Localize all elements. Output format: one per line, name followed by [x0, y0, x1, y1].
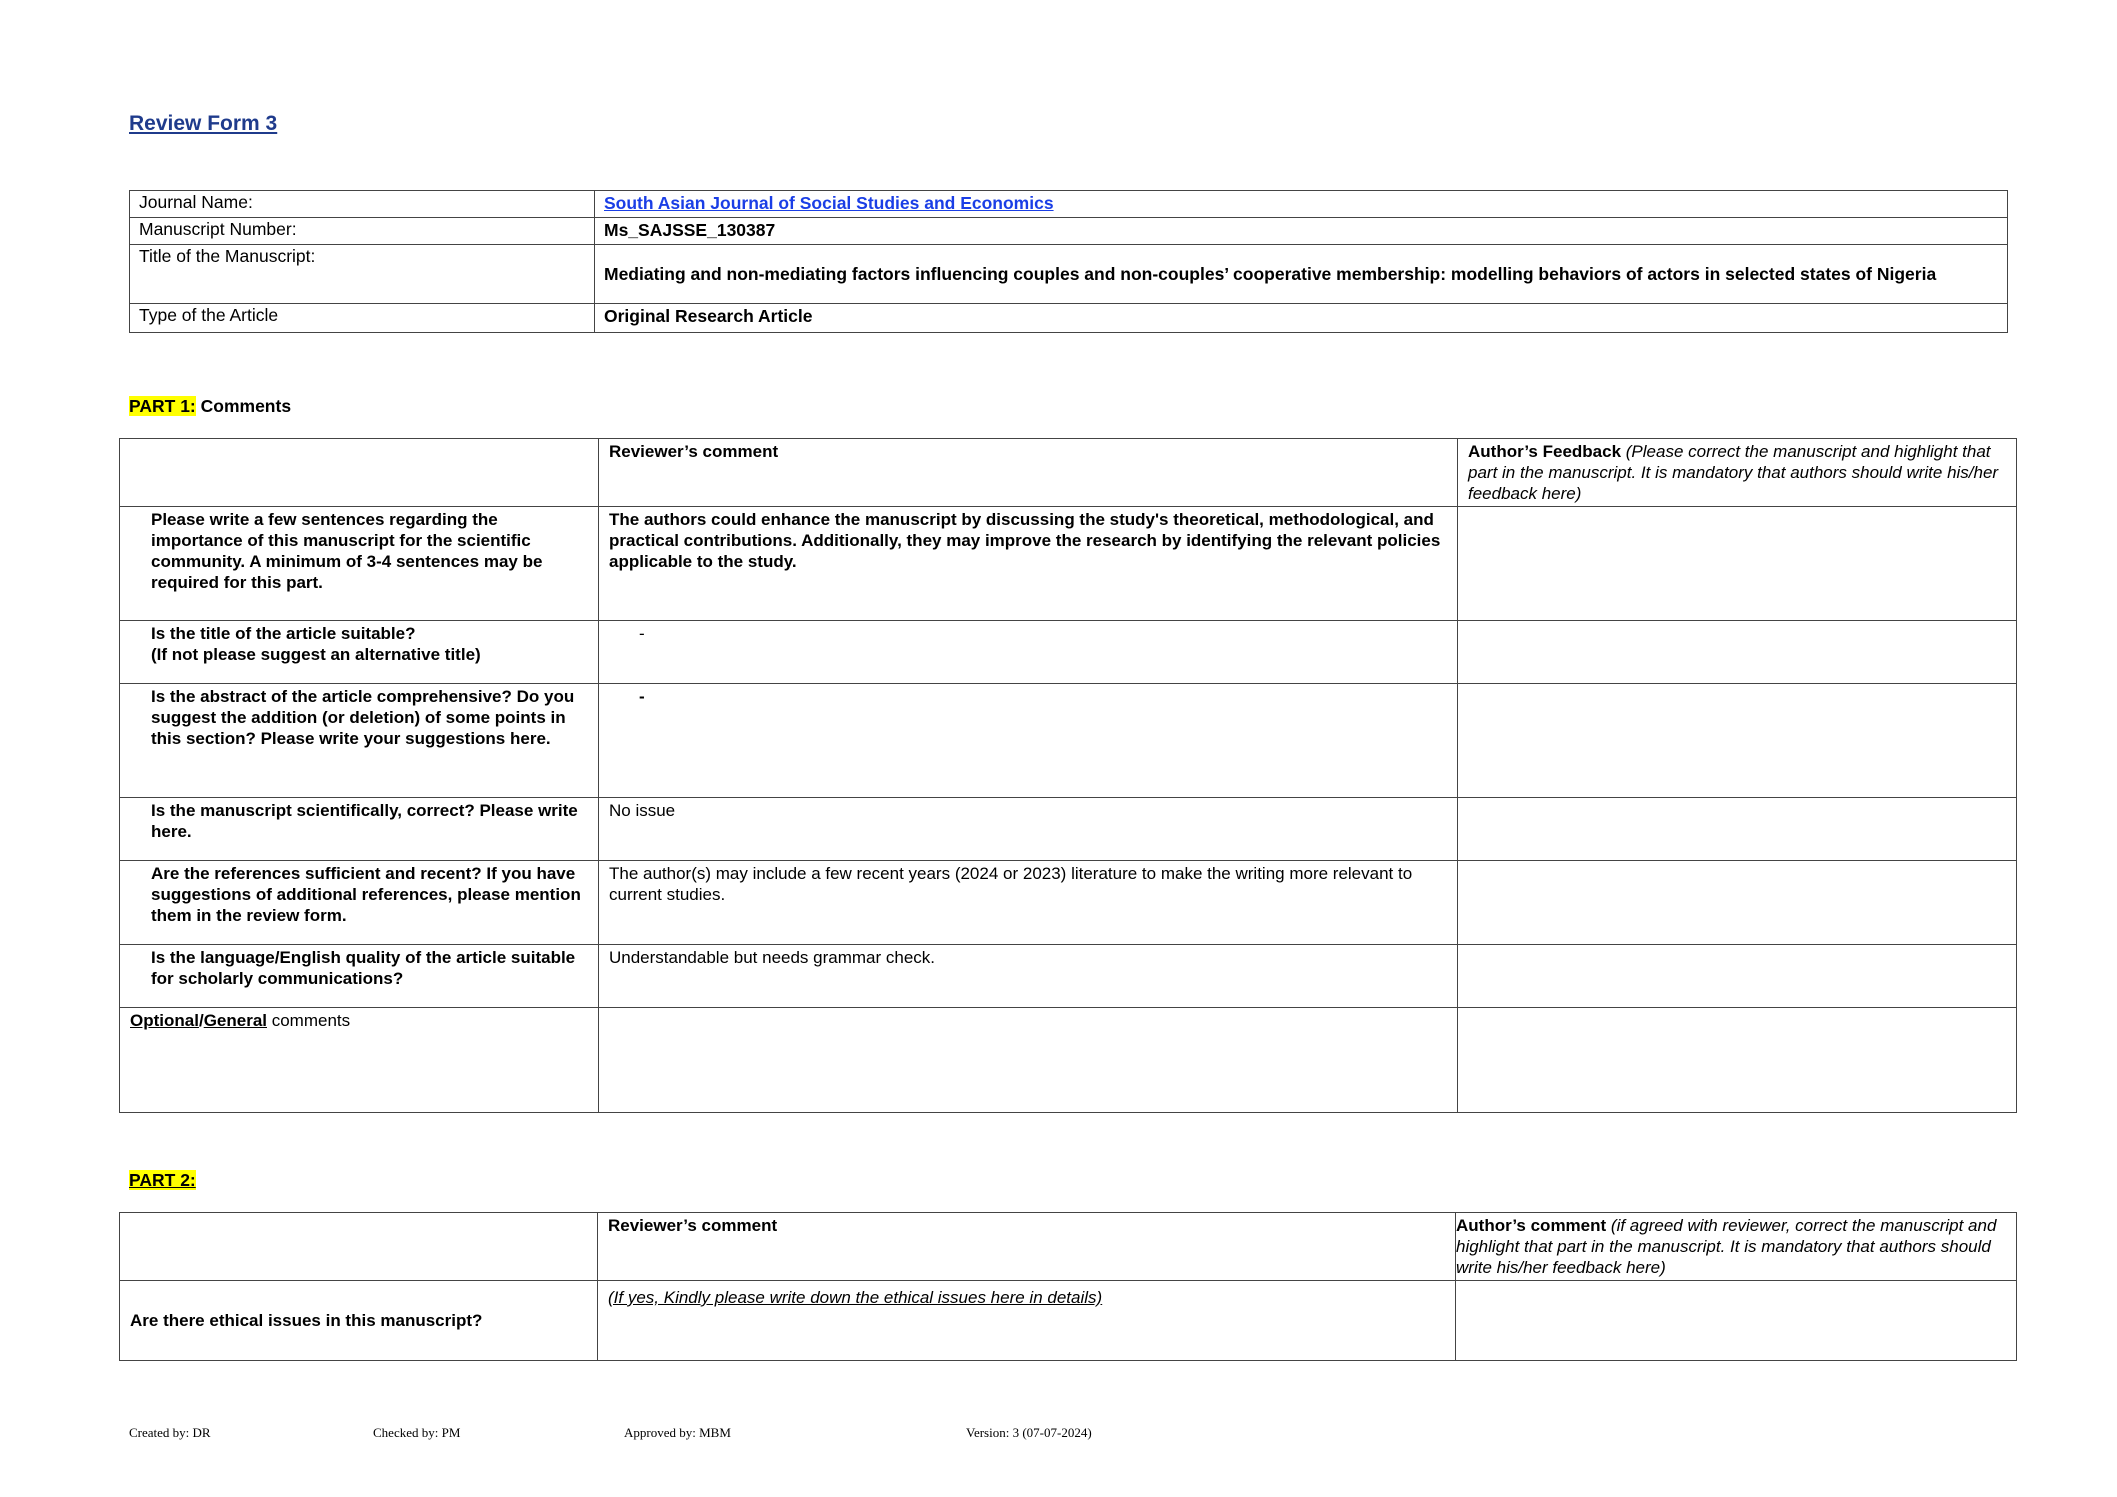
ethical-issues-comment[interactable]: (If yes, Kindly please write down the ethical issues here in details)	[598, 1281, 1456, 1361]
reviewer-optional-comment[interactable]	[599, 1008, 1458, 1113]
author-comment-cell[interactable]	[1456, 1281, 2017, 1361]
question-scientific: Is the manuscript scientifically, correct? Please write here.	[120, 798, 599, 861]
question-references: Are the references sufficient and recent? If you have suggestions of additional references, please mention them in the review form.	[120, 861, 599, 945]
author-feedback-cell[interactable]	[1458, 684, 2017, 798]
table-row	[120, 945, 2017, 1008]
form-title: Review Form 3	[129, 112, 278, 135]
reviewer-comment-scientific[interactable]: No issue	[599, 798, 1458, 861]
manuscript-title-value: Mediating and non-mediating factors influencing couples and non-couples’ cooperative membership: modelling behaviors of actors in selected states of Nigeria	[595, 245, 2008, 304]
table-row	[120, 1281, 2017, 1361]
question-language: Is the language/English quality of the article suitable for scholarly communications?	[120, 945, 599, 1008]
author-feedback-cell[interactable]	[1458, 621, 2017, 684]
reviewer-comment-header: Reviewer’s comment	[599, 439, 1458, 507]
question-abstract: Is the abstract of the article comprehensive? Do you suggest the addition (or deletion) of some points in this section? Please write your suggestions here.	[120, 684, 599, 798]
reviewer-comment-importance[interactable]: The authors could enhance the manuscript by discussing the study's theoretical, methodological, and practical contributions. Additionally, they may improve the research by identifying the relevant policies applicable to the study.	[599, 507, 1458, 621]
reviewer-comment-language[interactable]: Understandable but needs grammar check.	[599, 945, 1458, 1008]
part1-table	[119, 438, 2017, 1113]
reviewer-comment-title[interactable]: -	[599, 621, 1458, 684]
table-row	[120, 1008, 2017, 1113]
author-feedback-cell[interactable]	[1458, 1008, 2017, 1113]
table-row	[120, 861, 2017, 945]
footer-approved: Approved by: MBM	[624, 1425, 731, 1440]
table-row	[120, 621, 2017, 684]
question-title: Is the title of the article suitable? (If not please suggest an alternative title)	[120, 621, 599, 684]
ethical-issues-question: Are there ethical issues in this manuscript?	[120, 1281, 598, 1361]
author-feedback-header: Author’s Feedback (Please correct the manuscript and highlight that part in the manuscript. It is mandatory that authors should write his/her feedback here)	[1458, 439, 2017, 507]
author-feedback-cell[interactable]	[1458, 945, 2017, 1008]
author-feedback-cell[interactable]	[1458, 507, 2017, 621]
part2-heading	[129, 1170, 196, 1191]
article-type-label: Type of the Article	[130, 304, 595, 333]
manuscript-number-label: Manuscript Number:	[130, 218, 595, 245]
part2-reviewer-header: Reviewer’s comment	[598, 1213, 1456, 1281]
journal-name-value	[595, 191, 2008, 218]
part2-author-header: Author’s comment (if agreed with reviewer, correct the manuscript and highlight that part in the manuscript. It is mandatory that authors should write his/her feedback here)	[1456, 1213, 2017, 1281]
author-feedback-cell[interactable]	[1458, 798, 2017, 861]
manuscript-info-table	[129, 190, 2008, 333]
reviewer-comment-references[interactable]: The author(s) may include a few recent years (2024 or 2023) literature to make the writing more relevant to current studies.	[599, 861, 1458, 945]
header-empty-cell	[120, 439, 599, 507]
author-feedback-cell[interactable]	[1458, 861, 2017, 945]
part1-suffix: Comments	[195, 396, 292, 416]
footer-created: Created by: DR	[129, 1425, 211, 1440]
part2-header-row	[120, 1213, 2017, 1281]
part2-label: PART 2:	[129, 1170, 196, 1190]
article-type-value: Original Research Article	[595, 304, 2008, 333]
journal-link[interactable]: South Asian Journal of Social Studies and Economics	[604, 193, 1054, 213]
question-importance: Please write a few sentences regarding the importance of this manuscript for the scientific community. A minimum of 3-4 sentences may be required for this part.	[120, 507, 599, 621]
footer-version: Version: 3 (07-07-2024)	[966, 1425, 1092, 1440]
table-row	[120, 507, 2017, 621]
header-empty-cell	[120, 1213, 598, 1281]
part1-heading	[129, 396, 291, 417]
table-row	[120, 684, 2017, 798]
reviewer-comment-abstract[interactable]: -	[599, 684, 1458, 798]
footer-checked: Checked by: PM	[373, 1425, 461, 1440]
optional-general-label: Optional/General comments	[120, 1008, 599, 1113]
part2-table	[119, 1212, 2017, 1361]
journal-name-label: Journal Name:	[130, 191, 595, 218]
manuscript-number-value: Ms_SAJSSE_130387	[595, 218, 2008, 245]
part1-header-row	[120, 439, 2017, 507]
manuscript-title-label: Title of the Manuscript:	[130, 245, 595, 304]
table-row	[120, 798, 2017, 861]
part1-label: PART 1:	[129, 396, 196, 416]
